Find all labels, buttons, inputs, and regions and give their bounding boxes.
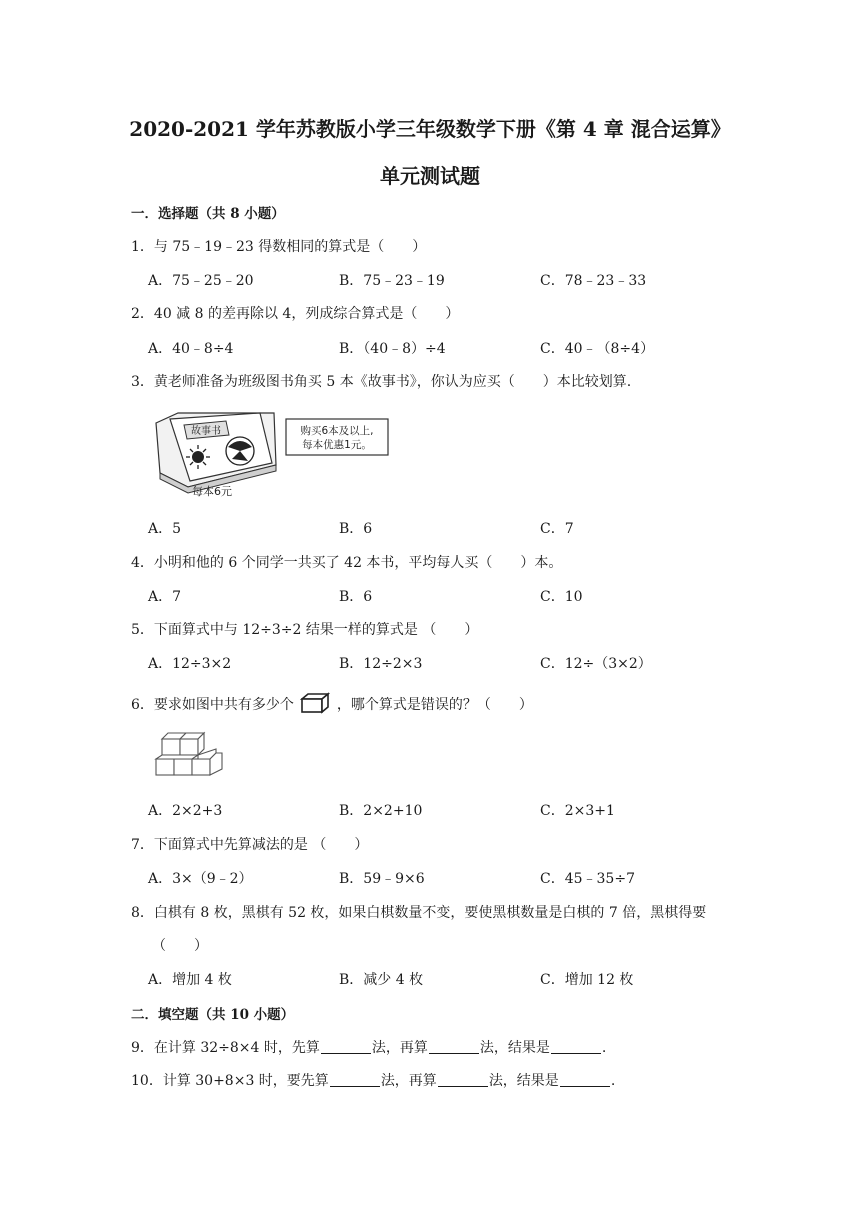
question-9 xyxy=(131,1037,606,1057)
cube-stack-figure xyxy=(152,727,227,782)
question-8-option-a: A．增加 4 枚 xyxy=(148,972,232,988)
page-subtitle: 单元测试题 xyxy=(380,164,480,188)
question-10-part-3: 法，结果是 xyxy=(488,1073,559,1089)
question-1-option-b: B．75﹣23﹣19 xyxy=(339,273,445,289)
question-10-part-4: . xyxy=(610,1073,616,1089)
section-heading-fill: 二．填空题（共 10 小题） xyxy=(131,1007,295,1023)
question-6-text-before: 6．要求如图中共有多少个 xyxy=(131,697,294,713)
question-5: 5．下面算式中与 12÷3÷2 结果一样的算式是 （ ） xyxy=(131,622,479,638)
question-6-option-b: B．2×2+10 xyxy=(339,803,423,819)
question-8: 8．白棋有 8 枚，黑棋有 52 枚，如果白棋数量不变，要使黑棋数量是白棋的 7 倍，黑棋得要 xyxy=(131,905,707,921)
question-8-option-c: C．增加 12 枚 xyxy=(540,972,634,988)
answer-blank[interactable] xyxy=(438,1072,488,1087)
question-9-part-4: . xyxy=(601,1040,607,1056)
question-4-option-a: A．7 xyxy=(148,589,182,605)
book-title: 故事书 xyxy=(191,426,221,437)
cube-icon xyxy=(300,692,330,714)
question-4-option-b: B．6 xyxy=(339,589,373,605)
question-9-part-3: 法，结果是 xyxy=(479,1040,550,1056)
question-7-option-c: C．45﹣35÷7 xyxy=(540,871,635,887)
question-4: 4．小明和他的 6 个同学一共买了 42 本书，平均每人买（ ）本。 xyxy=(131,555,563,571)
question-7-option-b: B．59﹣9×6 xyxy=(339,871,425,887)
question-3-option-b: B．6 xyxy=(339,521,373,537)
question-8-answer-bracket: （ ） xyxy=(152,938,208,954)
question-7-option-a: A．3×（9﹣2） xyxy=(148,871,253,887)
question-3-option-a: A．5 xyxy=(148,521,182,537)
answer-blank[interactable] xyxy=(321,1039,371,1054)
question-6-option-a: A．2×2+3 xyxy=(148,803,223,819)
question-2: 2．40 减 8 的差再除以 4，列成综合算式是（ ） xyxy=(131,306,460,322)
question-1-option-c: C．78﹣23﹣33 xyxy=(540,273,647,289)
question-5-option-b: B．12÷2×3 xyxy=(339,656,423,672)
question-8-option-b: B．减少 4 枚 xyxy=(339,972,424,988)
storybook-figure xyxy=(148,405,398,500)
question-1-option-a: A．75﹣25﹣20 xyxy=(148,273,254,289)
question-3-option-c: C．7 xyxy=(540,521,574,537)
answer-blank[interactable] xyxy=(330,1072,380,1087)
question-6 xyxy=(131,692,533,714)
notice-line-1: 购买6本及以上, xyxy=(300,425,374,437)
question-4-option-c: C．10 xyxy=(540,589,583,605)
answer-blank[interactable] xyxy=(551,1039,601,1054)
notice-line-2: 每本优惠1元。 xyxy=(302,439,372,451)
question-5-option-c: C．12÷（3×2） xyxy=(540,656,652,672)
question-10-part-2: 法，再算 xyxy=(380,1073,437,1089)
question-9-part-2: 法，再算 xyxy=(371,1040,428,1056)
question-5-option-a: A．12÷3×2 xyxy=(148,656,232,672)
question-6-text-after: ，哪个算式是错误的？（ ） xyxy=(336,697,533,713)
question-6-option-c: C．2×3+1 xyxy=(540,803,615,819)
question-3: 3．黄老师准备为班级图书角买 5 本《故事书》，你认为应买（ ）本比较划算. xyxy=(131,374,632,390)
question-9-part-1: 9．在计算 32÷8×4 时，先算 xyxy=(131,1040,320,1056)
question-2-option-b: B．（40﹣8）÷4 xyxy=(339,341,446,357)
answer-blank[interactable] xyxy=(560,1072,610,1087)
question-2-option-a: A．40﹣8÷4 xyxy=(148,341,234,357)
question-7: 7．下面算式中先算减法的是 （ ） xyxy=(131,837,369,853)
answer-blank[interactable] xyxy=(429,1039,479,1054)
question-10-part-1: 10．计算 30+8×3 时，要先算 xyxy=(131,1073,329,1089)
question-1: 1．与 75﹣19﹣23 得数相同的算式是（ ） xyxy=(131,239,427,255)
price-label: 每本6元 xyxy=(192,485,232,498)
section-heading-choice: 一．选择题（共 8 小题） xyxy=(131,206,285,222)
question-10 xyxy=(131,1070,615,1090)
question-2-option-c: C．40﹣（8÷4） xyxy=(540,341,655,357)
page-title: 2020-2021 学年苏教版小学三年级数学下册《第 4 章 混合运算》 xyxy=(129,117,731,141)
